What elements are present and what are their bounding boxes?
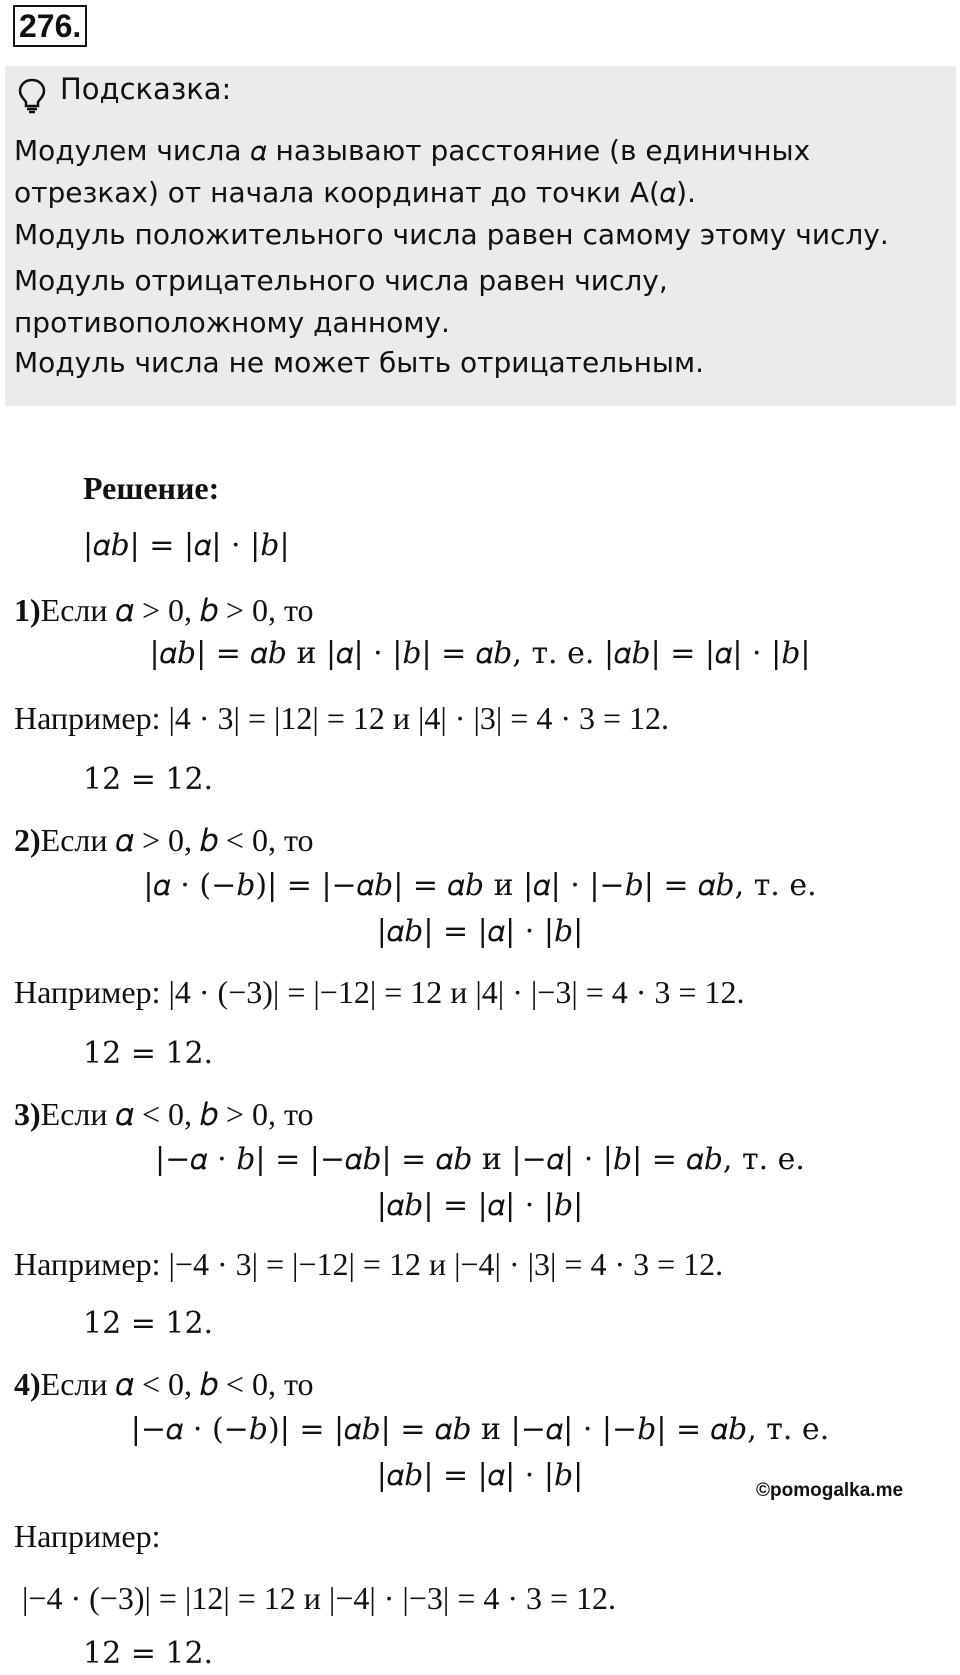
case-condition: Если 𝛼 < 0, 𝑏 > 0, то (40, 1096, 314, 1132)
case-number: 1) (14, 592, 41, 628)
case-3-result: 12 = 12. (83, 1306, 214, 1341)
hint-line-2: отрезках) от начала координат до точки A(𝛼). (14, 176, 696, 209)
task-number: 276. (13, 5, 87, 47)
main-formula: |𝛼𝑏| = |𝛼| · |𝑏| (83, 528, 290, 563)
case-2-line-1: |𝛼 · (−𝑏)| = |−𝛼𝑏| = 𝛼𝑏 и |𝛼| · |−𝑏| = 𝛼𝑏, т. е. (143, 868, 817, 903)
case-2-example: Например: |4 · (−3)| = |−12| = 12 и |4| · |−3| = 4 · 3 = 12. (14, 974, 745, 1010)
case-number: 2) (14, 822, 41, 858)
case-2-condition (14, 822, 314, 860)
case-condition: Если 𝛼 < 0, 𝑏 < 0, то (40, 1366, 314, 1402)
case-3-example: Например: |−4 · 3| = |−12| = 12 и |−4| · |3| = 4 · 3 = 12. (14, 1246, 724, 1282)
case-number: 3) (14, 1096, 41, 1132)
lightbulb-icon (16, 78, 48, 114)
watermark: ©pomogalka.me (756, 1480, 904, 1501)
hint-title: Подсказка: (60, 72, 232, 106)
case-3-line-1: |−𝛼 · 𝑏| = |−𝛼𝑏| = 𝛼𝑏 и |−𝛼| · |𝑏| = 𝛼𝑏, т. е. (155, 1142, 805, 1177)
hint-line-6: Модуль числа не может быть отрицательным. (14, 346, 705, 379)
solution-title: Решение: (83, 470, 220, 506)
hint-line-4: Модуль отрицательного числа равен числу, (14, 264, 668, 297)
case-3-line-2: |𝛼𝑏| = |𝛼| · |𝑏| (376, 1188, 584, 1223)
case-4-line-1: |−𝛼 · (−𝑏)| = |𝛼𝑏| = 𝛼𝑏 и |−𝛼| · |−𝑏| = 𝛼𝑏, т. е. (130, 1412, 830, 1447)
case-2-result: 12 = 12. (83, 1036, 214, 1071)
case-4-example-label: Например: (14, 1518, 161, 1554)
case-condition: Если 𝛼 > 0, 𝑏 < 0, то (40, 822, 314, 858)
case-1-line-1: |𝛼𝑏| = 𝛼𝑏 и |𝛼| · |𝑏| = 𝛼𝑏, т. е. |𝛼𝑏| = |𝛼| · |𝑏| (149, 636, 811, 671)
hint-line-3: Модуль положительного числа равен самому этому числу. (14, 218, 889, 251)
case-3-condition (14, 1096, 314, 1134)
case-1-condition (14, 592, 314, 630)
hint-line-5: противоположному данному. (14, 306, 450, 339)
case-condition: Если 𝛼 > 0, 𝑏 > 0, то (40, 592, 314, 628)
case-2-line-2: |𝛼𝑏| = |𝛼| · |𝑏| (376, 914, 584, 949)
case-4-example: |−4 · (−3)| = |12| = 12 и |−4| · |−3| = 4 · 3 = 12. (22, 1580, 617, 1616)
case-1-result: 12 = 12. (83, 762, 214, 797)
case-number: 4) (14, 1366, 41, 1402)
case-4-line-2: |𝛼𝑏| = |𝛼| · |𝑏| (376, 1458, 584, 1493)
hint-line-1: Модулем числа 𝛼 называют расстояние (в единичных (14, 134, 811, 167)
case-4-result: 12 = 12. (83, 1636, 214, 1671)
case-1-example: Например: |4 · 3| = |12| = 12 и |4| · |3| = 4 · 3 = 12. (14, 700, 670, 736)
case-4-condition (14, 1366, 314, 1404)
